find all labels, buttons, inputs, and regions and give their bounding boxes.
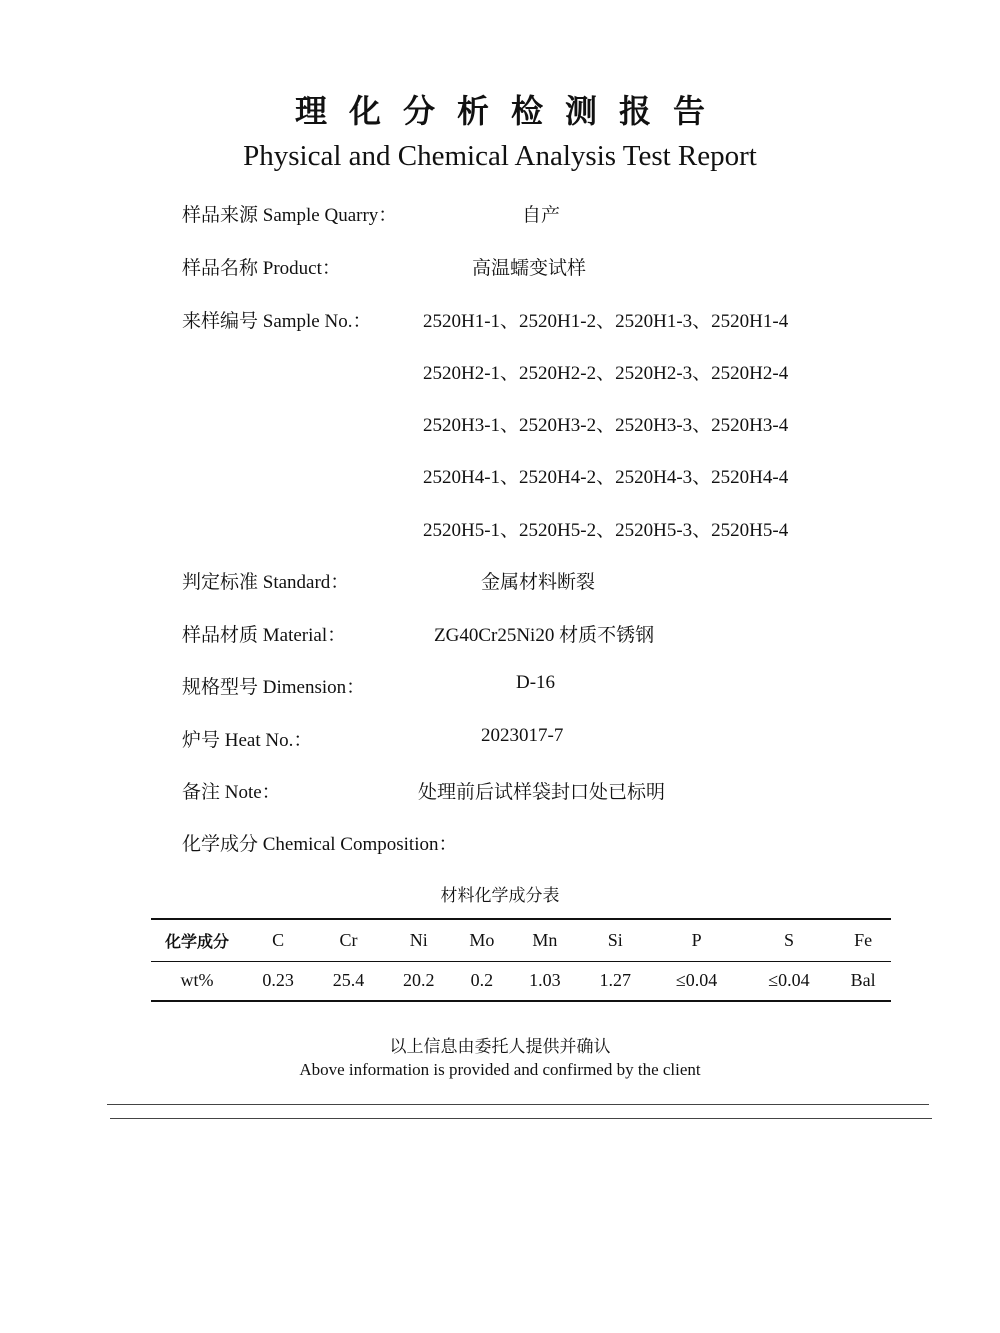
heat-no-value: 2023017-7 <box>481 725 564 746</box>
confirmation-note-english: Above information is provided and confirmed by the client <box>299 1060 701 1079</box>
sample-quarry-value: 自产 <box>522 205 561 226</box>
header-cell: P <box>650 919 742 961</box>
sample-no-line-2: 2520H2-1、2520H2-2、2520H2-3、2520H2-4 <box>423 363 789 384</box>
table-cell: ≤0.04 <box>743 961 835 1001</box>
table-cell: 1.27 <box>580 961 650 1001</box>
table-cell: 0.2 <box>454 961 510 1001</box>
sample-quarry-label: 样品来源 Sample Quarry： <box>182 205 398 226</box>
standard-value: 金属材料断裂 <box>481 572 596 593</box>
header-cell: Mo <box>454 919 510 961</box>
table-cell: 20.2 <box>384 961 454 1001</box>
header-cell: C <box>243 919 313 961</box>
dimension-value: D-16 <box>516 672 556 693</box>
note-value: 处理前后试样袋封口处已标明 <box>418 782 666 803</box>
header-cell: Si <box>580 919 650 961</box>
chemical-composition-label: 化学成分 Chemical Composition： <box>182 834 458 855</box>
table-cell: 1.03 <box>510 961 580 1001</box>
table-row <box>151 961 891 1001</box>
table-cell: ≤0.04 <box>650 961 742 1001</box>
table-cell: Bal <box>835 961 891 1001</box>
header-cell: Cr <box>313 919 383 961</box>
table-cell: 0.23 <box>243 961 313 1001</box>
heat-no-label: 炉号 Heat No.： <box>182 730 313 751</box>
header-cell: Ni <box>384 919 454 961</box>
table-cell: wt% <box>151 961 243 1001</box>
note-label: 备注 Note： <box>182 782 281 803</box>
sample-no-line-1: 2520H1-1、2520H1-2、2520H1-3、2520H1-4 <box>423 311 789 332</box>
material-value: ZG40Cr25Ni20 材质不锈钢 <box>434 625 655 646</box>
chemical-composition-table <box>151 918 891 1002</box>
table-caption: 材料化学成分表 <box>440 886 560 906</box>
sample-no-line-3: 2520H3-1、2520H3-2、2520H3-3、2520H3-4 <box>423 415 789 436</box>
report-title-english: Physical and Chemical Analysis Test Report <box>243 140 757 172</box>
header-cell: S <box>743 919 835 961</box>
report-title-chinese: 理化分析检测报告 <box>294 92 727 130</box>
table-cell: 25.4 <box>313 961 383 1001</box>
standard-label: 判定标准 Standard： <box>182 572 350 593</box>
header-cell: Mn <box>510 919 580 961</box>
sample-no-line-5: 2520H5-1、2520H5-2、2520H5-3、2520H5-4 <box>423 520 789 541</box>
sample-no-label: 来样编号 Sample No.： <box>182 311 372 332</box>
product-label: 样品名称 Product： <box>182 258 341 279</box>
divider-line <box>107 1104 929 1105</box>
product-value: 高温蠕变试样 <box>472 258 587 279</box>
sample-no-line-4: 2520H4-1、2520H4-2、2520H4-3、2520H4-4 <box>423 467 789 488</box>
header-cell: 化学成分 <box>151 919 243 961</box>
material-label: 样品材质 Material： <box>182 625 347 646</box>
header-cell: Fe <box>835 919 891 961</box>
dimension-label: 规格型号 Dimension： <box>182 677 366 698</box>
confirmation-note-chinese: 以上信息由委托人提供并确认 <box>389 1037 611 1057</box>
table-header-row <box>151 919 891 961</box>
divider-line <box>110 1118 932 1119</box>
